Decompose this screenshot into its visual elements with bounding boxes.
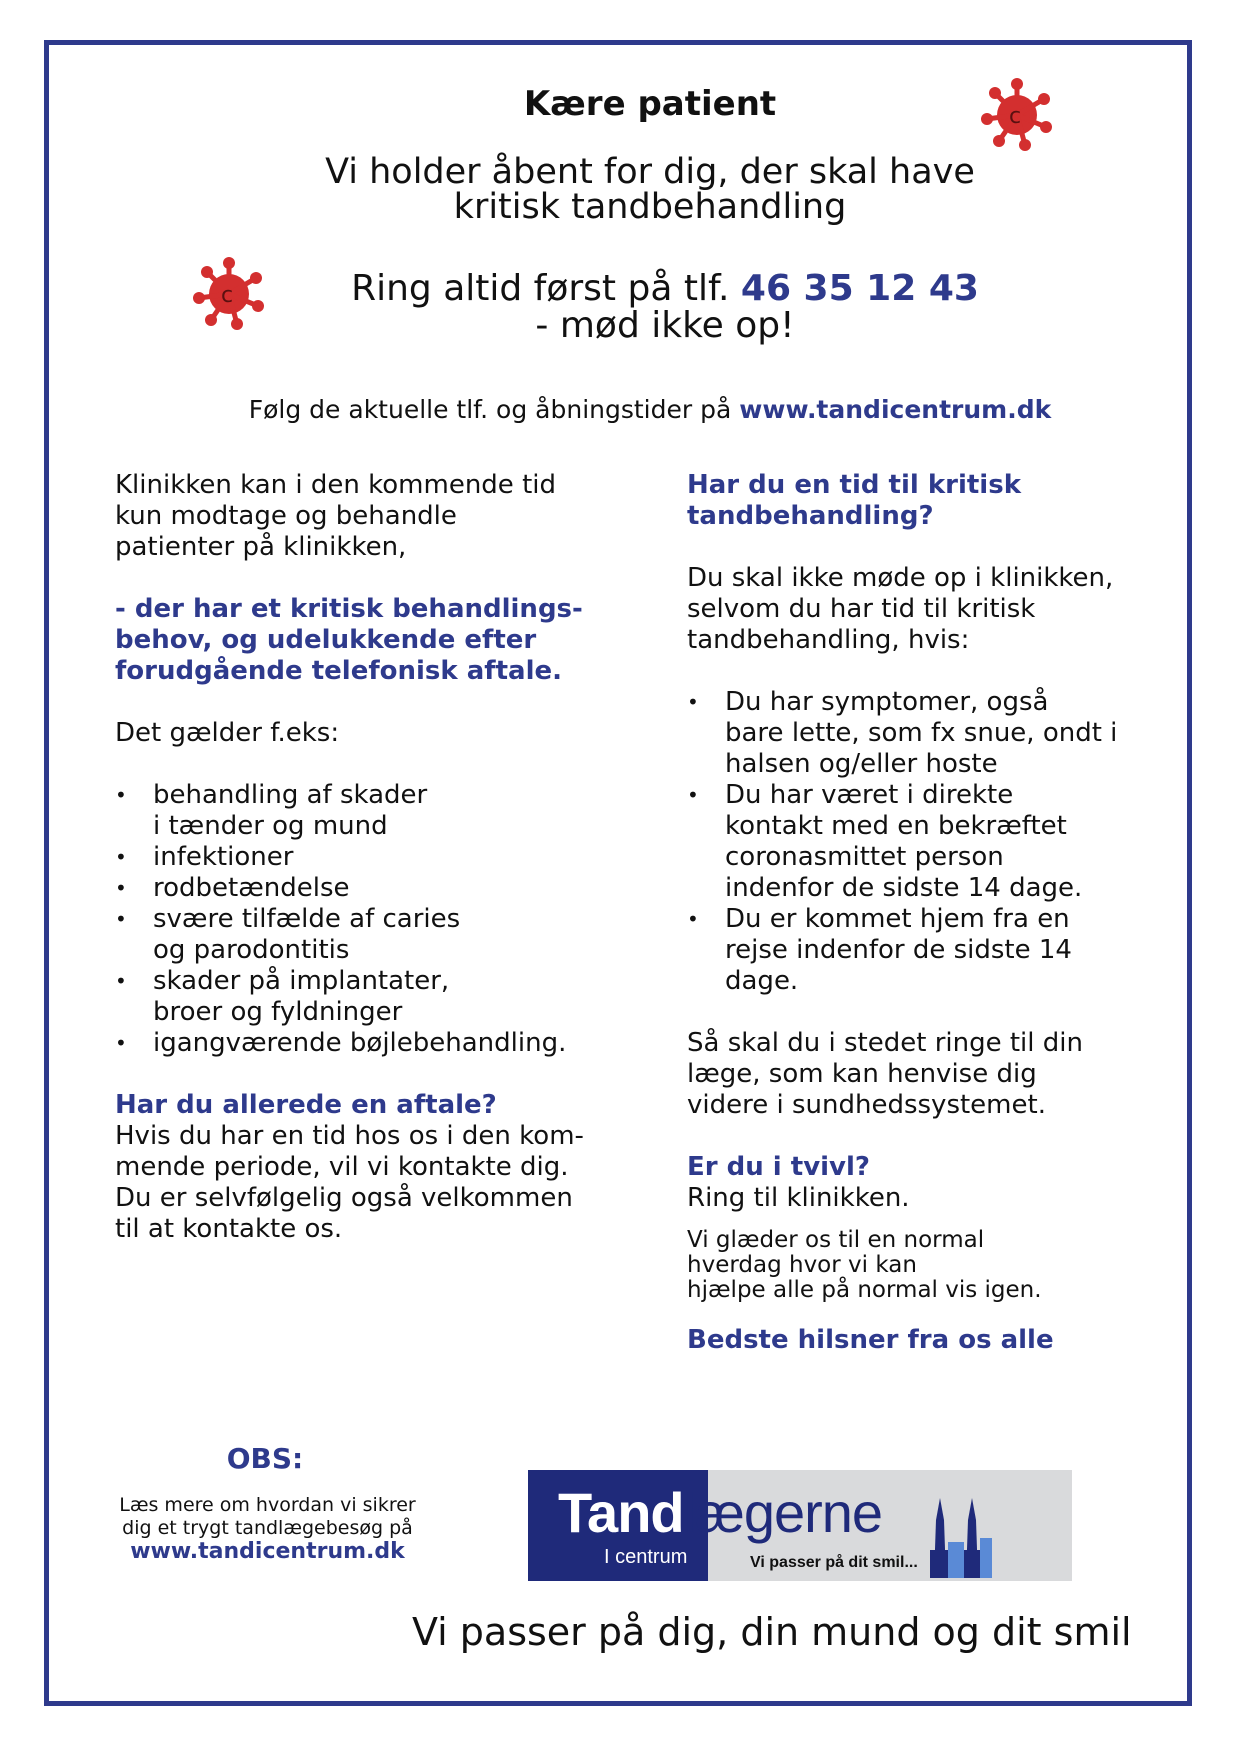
text-line: rejse indenfor de sidste 14 <box>725 935 1072 965</box>
text-line: læge, som kan henvise dig <box>687 1059 1037 1089</box>
text-line: dig et trygt tandlægebesøg på <box>122 1517 413 1539</box>
logo-brand-part: lægerne <box>683 1481 883 1544</box>
phone-number[interactable]: 46 35 12 43 <box>740 268 979 309</box>
follow-prefix: Følg de aktuelle tlf. og åbningstider på <box>248 395 740 424</box>
list-item <box>687 780 1167 904</box>
text-line: tandbehandling, hvis: <box>687 625 970 655</box>
list-item <box>687 904 1167 997</box>
text-line: Du er kommet hjem fra en <box>725 904 1070 934</box>
text-line: Hvis du har en tid hos os i den kom- <box>115 1121 584 1151</box>
text-line: coronasmittet person <box>725 842 1004 872</box>
text-line: behov, og udelukkende efter <box>115 625 537 655</box>
obs-title: OBS: <box>226 1442 304 1475</box>
follow-notice <box>0 395 1240 424</box>
doubt-text: Ring til klinikken. <box>687 1183 910 1213</box>
page-title: Kære patient <box>523 84 777 124</box>
text-line: i tænder og mund <box>153 811 388 841</box>
subtitle <box>0 152 1240 227</box>
subtitle-line: kritisk tandbehandling <box>453 187 847 227</box>
text-line: halsen og/eller hoste <box>725 749 998 779</box>
text-line: Du er selvfølgelig også velkommen <box>115 1183 573 1213</box>
text-line: skader på implantater, <box>153 966 450 996</box>
text-line: tandbehandling? <box>687 501 934 531</box>
text-line: Du skal ikke møde op i klinikken, <box>687 563 1114 593</box>
examples-list <box>115 780 645 1059</box>
critical-intro <box>687 563 1167 656</box>
text-line: rodbetændelse <box>153 873 350 903</box>
text-line: - der har et kritisk behandlings- <box>115 594 583 624</box>
text-line: Du har været i direkte <box>725 780 1014 810</box>
subtitle-line: Vi holder åbent for dig, der skal have <box>325 152 975 192</box>
logo-tagline: Vi passer på dit smil... <box>750 1554 918 1571</box>
text-line: infektioner <box>153 842 294 872</box>
list-item <box>687 687 1167 780</box>
clinic-logo <box>528 1470 1072 1581</box>
svg-text:c: c <box>1008 104 1022 129</box>
logo-brand-part: Tand <box>558 1481 684 1544</box>
list-item <box>115 873 645 904</box>
logo-brand <box>558 1480 882 1545</box>
text-line: behandling af skader <box>153 780 428 810</box>
text-line: kun modtage og behandle <box>115 501 457 531</box>
text-line: patienter på klinikken, <box>115 532 407 562</box>
examples-heading: Det gælder f.eks: <box>115 718 340 748</box>
call-warning: - mød ikke op! <box>535 305 795 346</box>
left-column <box>115 470 645 1245</box>
text-line: igangværende bøjlebehandling. <box>153 1028 567 1058</box>
text-line: mende periode, vil vi kontakte dig. <box>115 1152 569 1182</box>
appointment-text <box>115 1121 645 1245</box>
text-line: bare lette, som fx snue, ondt i <box>725 718 1118 748</box>
list-item <box>115 966 645 1028</box>
website-link[interactable]: www.tandicentrum.dk <box>739 395 1052 424</box>
call-notice <box>0 270 1240 344</box>
text-line: hverdag hvor vi kan <box>687 1252 917 1278</box>
obs-text <box>90 1494 445 1563</box>
svg-text:c: c <box>220 283 234 308</box>
regards: Bedste hilsner fra os alle <box>687 1325 1054 1355</box>
right-column <box>687 470 1167 1356</box>
text-line: kontakt med en bekræftet <box>725 811 1067 841</box>
text-line: og parodontitis <box>153 935 350 965</box>
list-item <box>115 842 645 873</box>
list-item <box>115 904 645 966</box>
doubt-heading: Er du i tvivl? <box>687 1152 871 1182</box>
text-line: Vi glæder os til en normal <box>687 1227 985 1253</box>
text-line: forudgående telefonisk aftale. <box>115 656 562 686</box>
normal-text <box>687 1228 1167 1303</box>
critical-highlight <box>115 594 645 687</box>
critical-heading <box>687 470 1167 532</box>
text-line: til at kontakte os. <box>115 1214 343 1244</box>
list-item <box>115 1028 645 1059</box>
text-line: broer og fyldninger <box>153 997 403 1027</box>
cathedral-icon <box>928 1498 994 1578</box>
text-line: videre i sundhedssystemet. <box>687 1090 1046 1120</box>
text-line: hjælpe alle på normal vis igen. <box>687 1277 1042 1303</box>
footer-slogan: Vi passer på dig, din mund og dit smil <box>412 1610 1132 1654</box>
website-link[interactable]: www.tandicentrum.dk <box>130 1539 405 1564</box>
text-line: Du har symptomer, også <box>725 687 1049 717</box>
text-line: Har du en tid til kritisk <box>687 470 1021 500</box>
intro-text <box>115 470 645 563</box>
appointment-heading: Har du allerede en aftale? <box>115 1090 497 1120</box>
conditions-list <box>687 687 1167 997</box>
text-line: Læs mere om hvordan vi sikrer <box>119 1494 416 1516</box>
text-line: indenfor de sidste 14 dage. <box>725 873 1083 903</box>
logo-subtitle: I centrum <box>604 1546 688 1568</box>
text-line: svære tilfælde af caries <box>153 904 461 934</box>
instead-text <box>687 1028 1167 1121</box>
text-line: dage. <box>725 966 799 996</box>
text-line: Klinikken kan i den kommende tid <box>115 470 556 500</box>
text-line: Så skal du i stedet ringe til din <box>687 1028 1083 1058</box>
text-line: selvom du har tid til kritisk <box>687 594 1036 624</box>
list-item <box>115 780 645 842</box>
call-prefix: Ring altid først på tlf. <box>351 268 741 309</box>
